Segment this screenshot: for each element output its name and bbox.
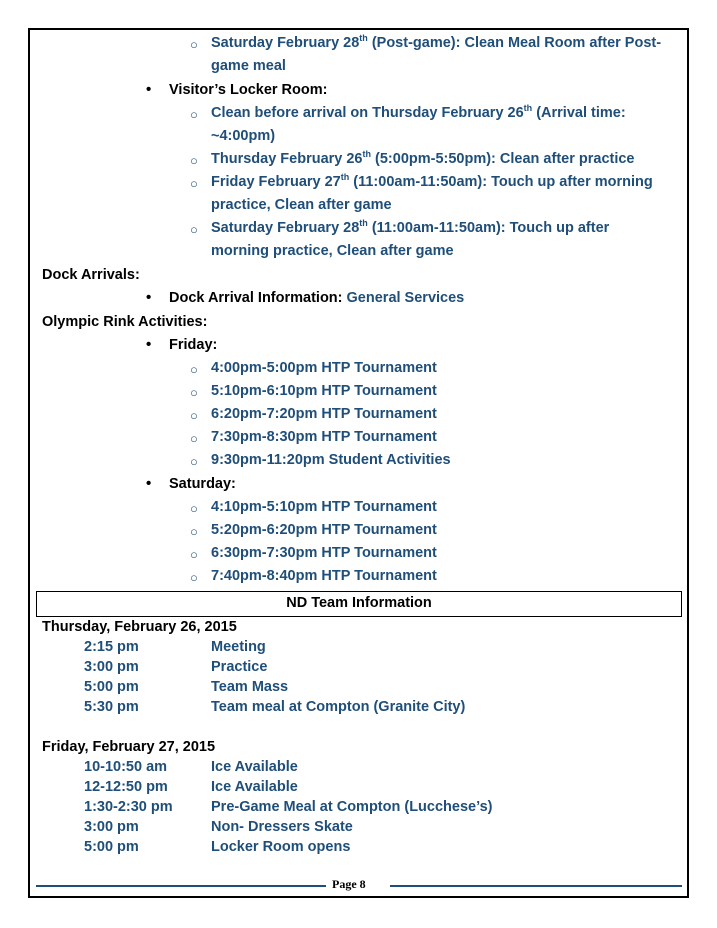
schedule-time: 3:00 pm xyxy=(84,819,139,835)
schedule-event: Pre-Game Meal at Compton (Lucchese’s) xyxy=(211,799,493,815)
saturday-label: Saturday: xyxy=(169,476,236,492)
schedule-time: 1:30-2:30 pm xyxy=(84,799,173,815)
schedule-item-continuation: ~4:00pm) xyxy=(211,128,276,144)
page-number: Page 8 xyxy=(332,877,366,891)
circle-bullet-icon: ○ xyxy=(190,107,198,122)
schedule-item-continuation: morning practice, Clean after game xyxy=(211,243,454,259)
footer-rule-left xyxy=(36,885,326,887)
olympic-rink-heading: Olympic Rink Activities: xyxy=(42,314,208,330)
activity-item: 4:00pm-5:00pm HTP Tournament xyxy=(211,360,437,376)
schedule-event: Meeting xyxy=(211,639,266,655)
schedule-event: Locker Room opens xyxy=(211,839,351,855)
schedule-event: Ice Available xyxy=(211,779,298,795)
circle-bullet-icon: ○ xyxy=(190,222,198,237)
activity-item: 6:30pm-7:30pm HTP Tournament xyxy=(211,545,437,561)
dock-arrival-info: Dock Arrival Information: General Services xyxy=(169,290,465,306)
activity-item: 6:20pm-7:20pm HTP Tournament xyxy=(211,406,437,422)
activity-item: 5:10pm-6:10pm HTP Tournament xyxy=(211,383,437,399)
schedule-item: Saturday February 28th (11:00am-11:50am): Touch up after xyxy=(211,218,610,236)
team-info-header: ND Team Information xyxy=(36,591,682,617)
schedule-item: Thursday February 26th (5:00pm-5:50pm): Clean after practice xyxy=(211,149,635,167)
visitor-locker-heading: Visitor’s Locker Room: xyxy=(169,82,328,98)
circle-bullet-icon: ○ xyxy=(190,524,198,539)
activity-item: 7:40pm-8:40pm HTP Tournament xyxy=(211,568,437,584)
schedule-event: Non- Dressers Skate xyxy=(211,819,353,835)
activity-item: 7:30pm-8:30pm HTP Tournament xyxy=(211,429,437,445)
circle-bullet-icon: ○ xyxy=(190,362,198,377)
schedule-item-continuation: game meal xyxy=(211,58,286,74)
circle-bullet-icon: ○ xyxy=(190,431,198,446)
schedule-item-continuation: practice, Clean after game xyxy=(211,197,392,213)
schedule-time: 3:00 pm xyxy=(84,659,139,675)
schedule-time: 2:15 pm xyxy=(84,639,139,655)
schedule-event: Team Mass xyxy=(211,679,289,695)
bullet-icon: • xyxy=(146,289,152,306)
circle-bullet-icon: ○ xyxy=(190,408,198,423)
circle-bullet-icon: ○ xyxy=(190,176,198,191)
circle-bullet-icon: ○ xyxy=(190,385,198,400)
circle-bullet-icon: ○ xyxy=(190,37,198,52)
circle-bullet-icon: ○ xyxy=(190,454,198,469)
footer-rule-right xyxy=(390,885,682,887)
friday-heading: Friday, February 27, 2015 xyxy=(42,739,216,755)
circle-bullet-icon: ○ xyxy=(190,570,198,585)
activity-item: 4:10pm-5:10pm HTP Tournament xyxy=(211,499,437,515)
schedule-item: Clean before arrival on Thursday February 26th (Arrival time: xyxy=(211,103,626,121)
dock-arrival-value: General Services xyxy=(346,290,465,306)
bullet-icon: • xyxy=(146,475,152,492)
schedule-event: Team meal at Compton (Granite City) xyxy=(211,699,466,715)
schedule-item: Saturday February 28th (Post-game): Clean Meal Room after Post- xyxy=(211,33,662,51)
schedule-item: Friday February 27th (11:00am-11:50am): Touch up after morning xyxy=(211,172,653,190)
schedule-time: 5:00 pm xyxy=(84,679,139,695)
circle-bullet-icon: ○ xyxy=(190,501,198,516)
thursday-heading: Thursday, February 26, 2015 xyxy=(42,619,237,635)
schedule-time: 5:30 pm xyxy=(84,699,139,715)
activity-item: 9:30pm-11:20pm Student Activities xyxy=(211,452,451,468)
dock-arrivals-heading: Dock Arrivals: xyxy=(42,267,140,283)
bullet-icon: • xyxy=(146,81,152,98)
circle-bullet-icon: ○ xyxy=(190,153,198,168)
schedule-event: Practice xyxy=(211,659,268,675)
friday-label: Friday: xyxy=(169,337,218,353)
schedule-time: 5:00 pm xyxy=(84,839,139,855)
schedule-event: Ice Available xyxy=(211,759,298,775)
schedule-time: 10-10:50 am xyxy=(84,759,168,775)
bullet-icon: • xyxy=(146,336,152,353)
activity-item: 5:20pm-6:20pm HTP Tournament xyxy=(211,522,437,538)
schedule-time: 12-12:50 pm xyxy=(84,779,168,795)
circle-bullet-icon: ○ xyxy=(190,547,198,562)
